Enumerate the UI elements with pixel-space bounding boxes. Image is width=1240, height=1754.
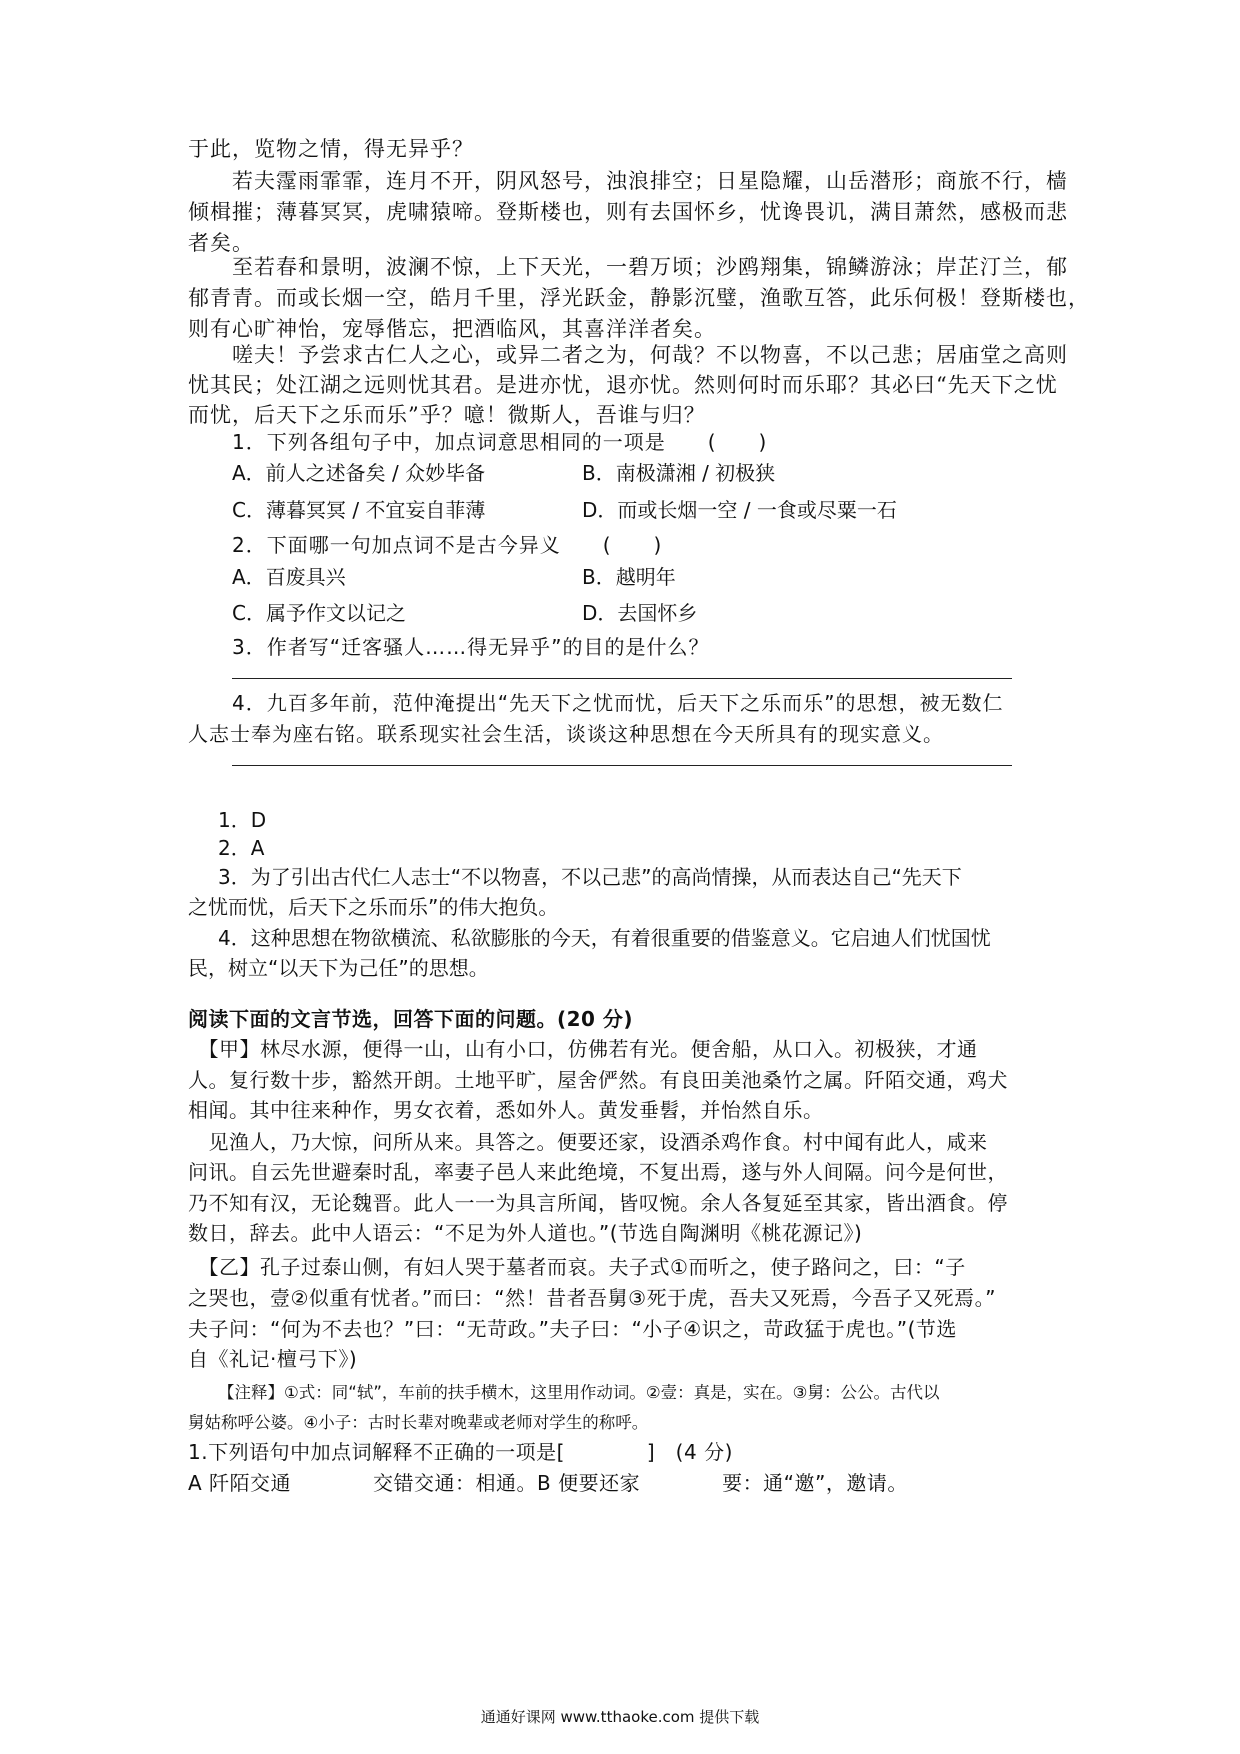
passage-line: 至若春和景明，波澜不惊，上下天光，一碧万顷；沙鸥翔集，锦鳞游泳；岸芷汀兰，郁 (232, 255, 1068, 279)
answer-line (232, 678, 1012, 679)
page-footer: 通通好课网 www.tthaoke.com 提供下载 (480, 1708, 760, 1726)
section-line: 相闻。其中往来种作，男女衣着，悉如外人。黄发垂髫，并怡然自乐。 (188, 1098, 824, 1122)
section-line: 乃不知有汉，无论魏晋。此人一一为具言所闻，皆叹惋。余人各复延至其家，皆出酒食。停 (188, 1191, 1008, 1215)
question-4: 4．九百多年前，范仲淹提出“先天下之忧而忧，后天下之乐而乐”的思想，被无数仁 (232, 691, 1004, 715)
question-3: 3．作者写“迁客骚人……得无异乎”的目的是什么？ (232, 635, 710, 659)
passage-line: 郁青青。而或长烟一空，皓月千里，浮光跃金，静影沉璧，渔歌互答，此乐何极！登斯楼也， (188, 286, 1090, 310)
passage-line: 而忧，后天下之乐而乐”乎？噫！微斯人，吾谁与归？ (188, 403, 706, 427)
section-line: 人。复行数十步，豁然开朗。土地平旷，屋舍俨然。有良田美池桑竹之属。阡陌交通，鸡犬 (188, 1068, 1008, 1092)
section-title: 阅读下面的文言节选，回答下面的问题。(20 分) (188, 1007, 634, 1031)
passage-line: 倾楫摧；薄暮冥冥，虎啸猿啼。登斯楼也，则有去国怀乡，忧谗畏讥，满目萧然，感极而悲 (188, 200, 1068, 224)
passage-line: 嗟夫！予尝求古仁人之心，或异二者之为，何哉？不以物喜，不以己悲；居庙堂之高则 (232, 343, 1068, 367)
question-2-option-d: D．去国怀乡 (582, 601, 698, 625)
section-question-1: 1.下列语句中加点词解释不正确的一项是[ ] (4 分) (188, 1440, 733, 1464)
section-line: 【乙】孔子过泰山侧，有妇人哭于墓者而哀。夫子式①而听之，使子路问之，曰：“子 (188, 1255, 966, 1279)
passage-line: 于此，览物之情，得无异乎？ (188, 137, 474, 161)
passage-line: 则有心旷神怡，宠辱偕忘，把酒临风，其喜洋洋者矣。 (188, 317, 716, 341)
question-2-option-b: B．越明年 (582, 565, 676, 589)
question-1-option-b: B．南极潇湘 / 初极狭 (582, 461, 776, 485)
question-1-option-c: C．薄暮冥冥 / 不宜妄自菲薄 (232, 498, 486, 522)
answer-4: 4．这种思想在物欲横流、私欲膨胀的今天，有着很重要的借鉴意义。它启迪人们忧国忧 (218, 926, 991, 950)
question-2-option-a: A．百废具兴 (232, 565, 346, 589)
question-1-option-d: D．而或长烟一空 / 一食或尽粟一石 (582, 498, 897, 522)
answer-4-cont: 民，树立“以天下为己任”的思想。 (188, 956, 489, 980)
section-question-1-options: A 阡陌交通 交错交通：相通。B 便要还家 要：通“邀”，邀请。 (188, 1471, 908, 1495)
question-2: 2．下面哪一句加点词不是古今异义 ( ) (232, 533, 663, 557)
answer-3-cont: 之忧而忧，后天下之乐而乐”的伟大抱负。 (188, 895, 559, 919)
answer-2: 2．A (218, 836, 265, 860)
answer-line (232, 765, 1012, 766)
annotation-note-cont: 舅姑称呼公婆。④小子：古时长辈对晚辈或老师对学生的称呼。 (188, 1413, 649, 1432)
section-line: 【甲】林尽水源，便得一山，山有小口，仿佛若有光。便舍船，从口入。初极狭，才通 (188, 1037, 978, 1061)
section-line: 数日，辞去。此中人语云：“不足为外人道也。”(节选自陶渊明《桃花源记》) (188, 1221, 863, 1245)
section-line: 之哭也，壹②似重有忧者。”而曰：“然！昔者吾舅③死于虎，吾夫又死焉，今吾子又死焉。” (188, 1286, 996, 1310)
passage-line: 忧其民；处江湖之远则忧其君。是进亦忧，退亦忧。然则何时而乐耶？其必曰“先天下之忧 (188, 373, 1058, 397)
answer-3: 3．为了引出古代仁人志士“不以物喜，不以己悲”的高尚情操，从而表达自己“先天下 (218, 865, 962, 889)
passage-line: 若夫霪雨霏霏，连月不开，阴风怒号，浊浪排空；日星隐耀，山岳潜形；商旅不行，樯 (232, 169, 1068, 193)
question-4-cont: 人志士奉为座右铭。联系现实社会生活，谈谈这种思想在今天所具有的现实意义。 (188, 722, 944, 746)
passage-line: 者矣。 (188, 231, 254, 255)
section-line: 见渔人，乃大惊，问所从来。具答之。便要还家，设酒杀鸡作食。村中闻有此人，咸来 (188, 1130, 988, 1154)
answer-1: 1．D (218, 808, 267, 832)
annotation-note: 【注释】①式：同“轼”，车前的扶手横木，这里用作动词。②壹：真是，实在。③舅：公公。古代以 (218, 1383, 940, 1402)
section-line: 问讯。自云先世避秦时乱，率妻子邑人来此绝境，不复出焉，遂与外人间隔。问今是何世， (188, 1160, 1008, 1184)
section-line: 自《礼记·檀弓下》) (188, 1347, 358, 1371)
question-1: 1．下列各组句子中，加点词意思相同的一项是 ( ) (232, 430, 768, 454)
question-1-option-a: A．前人之述备矣 / 众妙毕备 (232, 461, 486, 485)
section-line: 夫子问：“何为不去也？”曰：“无苛政。”夫子曰：“小子④识之，苛政猛于虎也。”(节选 (188, 1317, 957, 1341)
question-2-option-c: C．属予作文以记之 (232, 601, 406, 625)
